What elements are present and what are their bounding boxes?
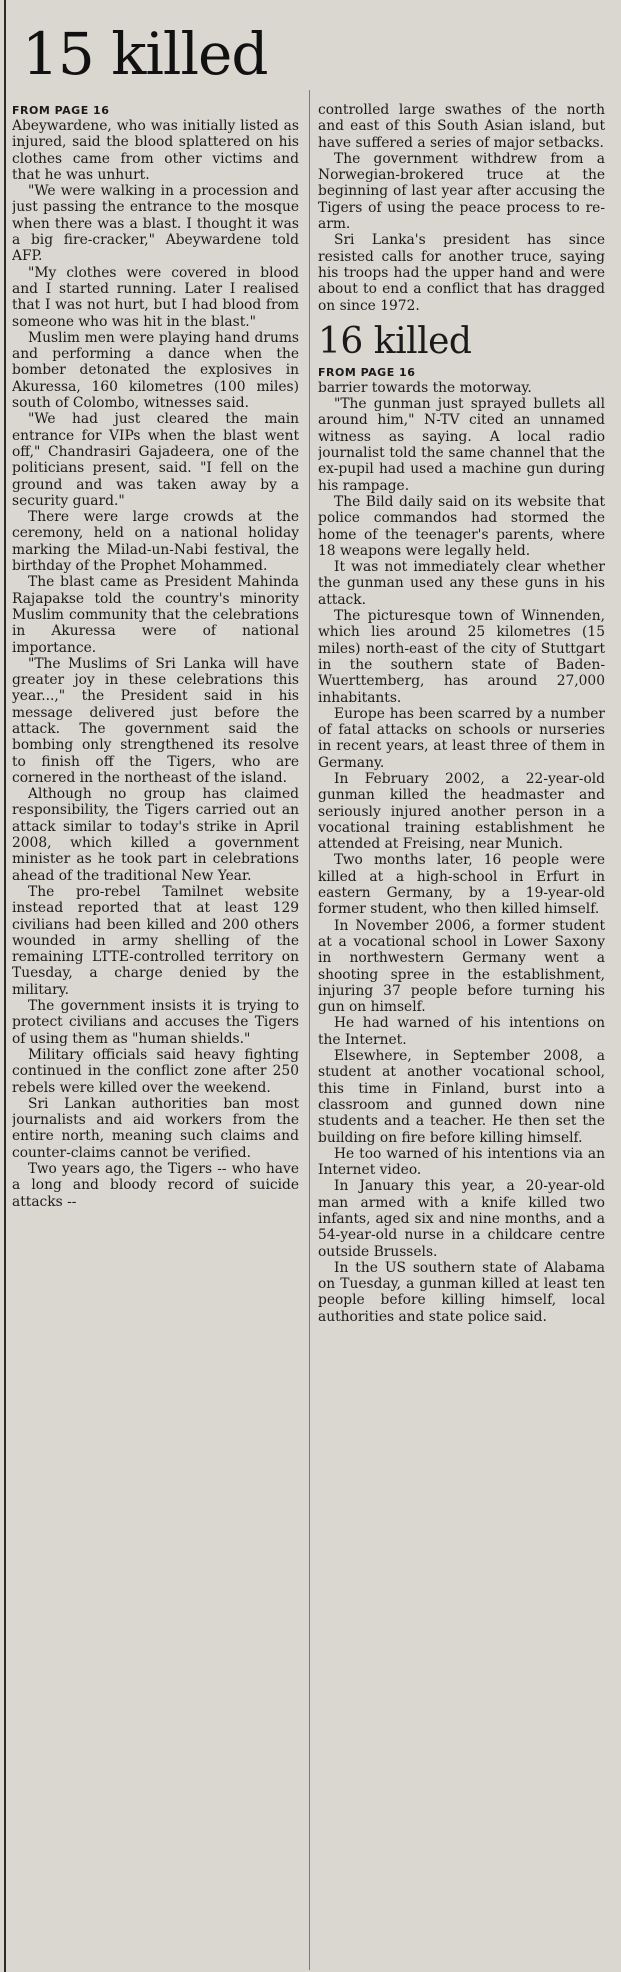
paragraph: Sri Lankan authorities ban most journalists and aid workers from the entire north, meaning such claims and counter-claims cannot be verified. — [12, 1095, 299, 1161]
right-paragraphs — [318, 380, 605, 1325]
column-divider — [309, 90, 310, 1970]
sub-headline: 16 killed — [318, 320, 472, 362]
paragraph: It was not immediately clear whether the gunman used any these guns in his attack. — [318, 559, 605, 608]
paragraph: In November 2006, a former student at a vocational school in Lower Saxony in northwestern Germany went a shooting spree in the establishment, injuring 37 people before turning his gun on himself. — [318, 917, 605, 1016]
paragraph: Two years ago, the Tigers -- who have a long and bloody record of suicide attacks -- — [12, 1161, 299, 1210]
paragraph: Military officials said heavy fighting continued in the conflict zone after 250 rebels were killed over the weekend. — [12, 1046, 299, 1096]
paragraph: He had warned of his intentions on the Internet. — [318, 1015, 605, 1048]
paragraph: Europe has been scarred by a number of fatal attacks on schools or nurseries in recent years, at least three of them in Germany. — [318, 705, 605, 771]
headline: 15 killed — [22, 20, 268, 88]
paragraph: controlled large swathes of the north and east of this South Asian island, but have suffered a series of major setbacks. — [318, 102, 605, 151]
paragraph: The Bild daily said on its website that police commandos had stormed the home of the teenager's parents, where 18 weapons were legally held. — [318, 493, 605, 559]
paragraph: "My clothes were covered in blood and I started running. Later I realised that I was not hurt, but I had blood from someone who was hit in the blast." — [12, 264, 299, 330]
left-column — [12, 104, 299, 1968]
paragraph: Two months later, 16 people were killed at a high-school in Erfurt in eastern Germany, by a 19-year-old former student, who then killed himself. — [318, 852, 605, 918]
paragraph: Sri Lanka's president has since resisted calls for another truce, saying his troops had the upper hand and were about to end a conflict that has dragged on since 1972. — [318, 232, 605, 314]
paragraph: Muslim men were playing hand drums and performing a dance when the bomber detonated the explosives in Akuressa, 160 kilometres (100 miles) south of Colombo, witnesses said. — [12, 329, 299, 412]
right-column — [318, 102, 605, 1968]
right-continued-paragraphs — [318, 102, 605, 314]
paragraph: In February 2002, a 22-year-old gunman killed the headmaster and seriously injured another person in a vocational training establishment he attended at Freising, near Munich. — [318, 770, 605, 853]
paragraph: He too warned of his intentions via an Internet video. — [318, 1145, 605, 1179]
paragraph: Abeywardene, who was initially listed as injured, said the blood splattered on his clothes came from other victims and that he was unhurt. — [12, 118, 299, 183]
paragraph: The pro-rebel Tamilnet website instead reported that at least 129 civilians had been killed and 200 others wounded in army shelling of the remaining LTTE-controlled territory on Tuesday, a charge denied by the military. — [12, 883, 299, 998]
paragraph: "We were walking in a procession and just passing the entrance to the mosque when there was a blast. I thought it was a big fire-cracker," Abeywardene told AFP. — [12, 183, 299, 265]
paragraph: "The gunman just sprayed bullets all around him," N-TV cited an unnamed witness as saying. A local radio journalist told the same channel that the ex-pupil had used a machine gun during his rampage. — [318, 396, 605, 494]
paragraph: The picturesque town of Winnenden, which lies around 25 kilometres (15 miles) north-east of the city of Stuttgart in the southern state of Baden-Wuerttemberg, has around 27,000 inhabitants. — [318, 608, 605, 706]
paragraph: In January this year, a 20-year-old man armed with a knife killed two infants, aged six and nine months, and a 54-year-old nurse in a childcare centre outside Brussels. — [318, 1178, 605, 1260]
paragraph: barrier towards the motorway. — [318, 379, 532, 396]
paragraph: The government withdrew from a Norwegian-brokered truce at the beginning of last year after accusing the Tigers of using the peace process to re-arm. — [318, 150, 605, 233]
paragraph: "We had just cleared the main entrance for VIPs when the blast went off," Chandrasiri Gajadeera, one of the politicians present, said. "I fell on the ground and was taken away by a security guard." — [12, 411, 299, 509]
paragraph: The blast came as President Mahinda Rajapakse told the country's minority Muslim community that the celebrations in Akuressa were of national importance. — [12, 574, 299, 656]
paragraph: Although no group has claimed responsibility, the Tigers carried out an attack similar to today's strike in April 2008, which killed a government minister as he took part in celebrations ahead of the traditional New Year. — [12, 786, 299, 884]
paragraph: There were large crowds at the ceremony, held on a national holiday marking the Milad-un-Nabi festival, the birthday of the Prophet Mohammed. — [12, 509, 299, 575]
right-kicker: FROM PAGE 16 — [318, 365, 416, 379]
paragraph: "The Muslims of Sri Lanka will have greater joy in these celebrations this year...," the President said in his message delivered just before the attack. The government said the bombing only strengthened its resolve to finish off the Tigers, who are cornered in the northeast of the island. — [12, 655, 299, 786]
paragraph: The government insists it is trying to protect civilians and accuses the Tigers of using them as "human shields." — [12, 998, 299, 1047]
left-kicker: FROM PAGE 16 — [12, 104, 110, 117]
left-column-rule — [4, 0, 6, 1972]
paragraph: In the US southern state of Alabama on Tuesday, a gunman killed at least ten people before killing himself, local authorities and state police said. — [318, 1259, 605, 1325]
paragraph: Elsewhere, in September 2008, a student at another vocational school, this time in Finland, burst into a classroom and gunned down nine students and a teacher. He then set the building on fire before killing himself. — [318, 1048, 605, 1146]
left-paragraphs — [12, 118, 299, 1210]
